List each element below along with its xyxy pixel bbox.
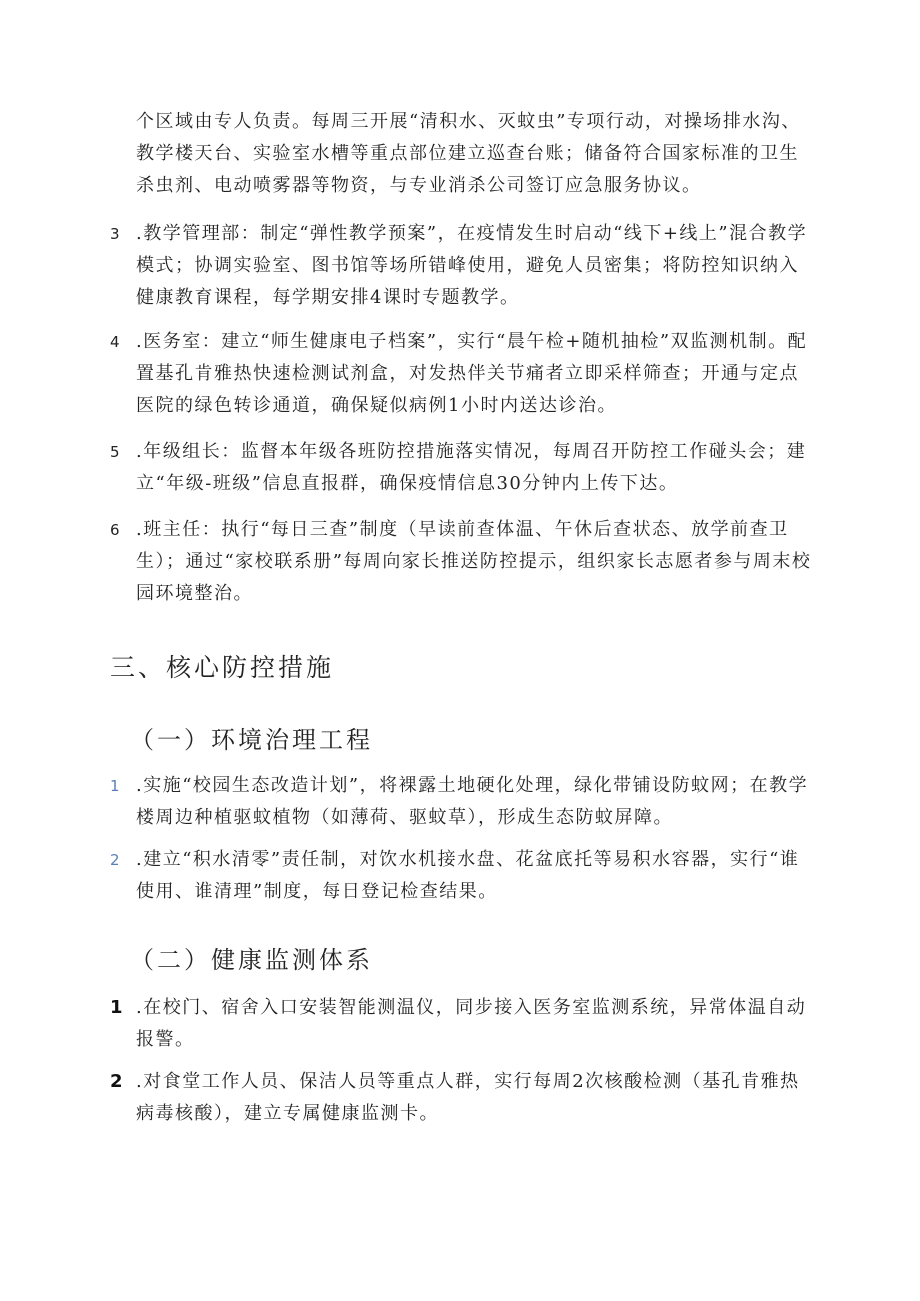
responsibility-item-3 — [110, 218, 816, 314]
item-text: .建立“积水清零”责任制，对饮水机接水盘、花盆底托等易积水容器，实行“谁使用、谁清理”制度，每日登记检查结果。 — [136, 849, 800, 902]
item-number: 6 — [110, 521, 122, 539]
responsibility-item-6 — [110, 514, 816, 610]
item-text: .教学管理部：制定“弹性教学预案”，在疫情发生时启动“线下+线上”混合教学模式；协调实验室、图书馆等场所错峰使用，避免人员密集；将防控知识纳入健康教育课程，每学期安排4课时专题教学。 — [136, 223, 808, 308]
subsection-heading-monitoring: （二）健康监测体系 — [130, 946, 373, 974]
item-text: .医务室：建立“师生健康电子档案”，实行“晨午检+随机抽检”双监测机制。配置基孔肯雅热快速检测试剂盒，对发热伴关节痛者立即采样筛查；开通与定点医院的绿色转诊通道，确保疑似病例1小时内送达诊治。 — [136, 331, 808, 416]
item-number: 4 — [110, 333, 122, 351]
intro-continuation-paragraph: 个区域由专人负责。每周三开展“清积水、灭蚊虫”专项行动，对操场排水沟、教学楼天台、实验室水槽等重点部位建立巡查台账；储备符合国家标准的卫生杀虫剂、电动喷雾器等物资，与专业消杀公司签订应急服务协议。 — [136, 111, 801, 196]
item-text: .实施“校园生态改造计划”，将裸露土地硬化处理，绿化带铺设防蚊网；在教学楼周边种植驱蚊植物（如薄荷、驱蚊草），形成生态防蚊屏障。 — [136, 775, 809, 828]
item-number: 2 — [110, 851, 122, 869]
responsibility-item-4 — [110, 326, 816, 422]
responsibility-item-5 — [110, 436, 816, 500]
item-number: 5 — [110, 443, 122, 461]
subsection-heading-environment: （一）环境治理工程 — [130, 726, 373, 754]
item-text: .对食堂工作人员、保洁人员等重点人群，实行每周2次核酸检测（基孔肯雅热病毒核酸），建立专属健康监测卡。 — [136, 1071, 800, 1124]
section-heading: 三、核心防控措施 — [110, 653, 335, 682]
monitoring-item-2 — [110, 1066, 816, 1130]
monitoring-item-1 — [110, 992, 816, 1056]
item-number: 2 — [110, 1071, 125, 1092]
item-number: 1 — [110, 997, 125, 1018]
item-text: .年级组长：监督本年级各班防控措施落实情况，每周召开防控工作碰头会；建立“年级-班级”信息直报群，确保疫情信息30分钟内上传下达。 — [136, 441, 807, 494]
item-text: .班主任：执行“每日三查”制度（早读前查体温、午休后查状态、放学前查卫生）；通过“家校联系册”每周向家长推送防控提示，组织家长志愿者参与周末校园环境整治。 — [136, 519, 812, 604]
item-number: 1 — [110, 777, 122, 795]
item-number: 3 — [110, 225, 122, 243]
environment-item-2 — [110, 844, 816, 908]
environment-item-1 — [110, 770, 816, 834]
item-text: .在校门、宿舍入口安装智能测温仪，同步接入医务室监测系统，异常体温自动报警。 — [136, 997, 807, 1050]
